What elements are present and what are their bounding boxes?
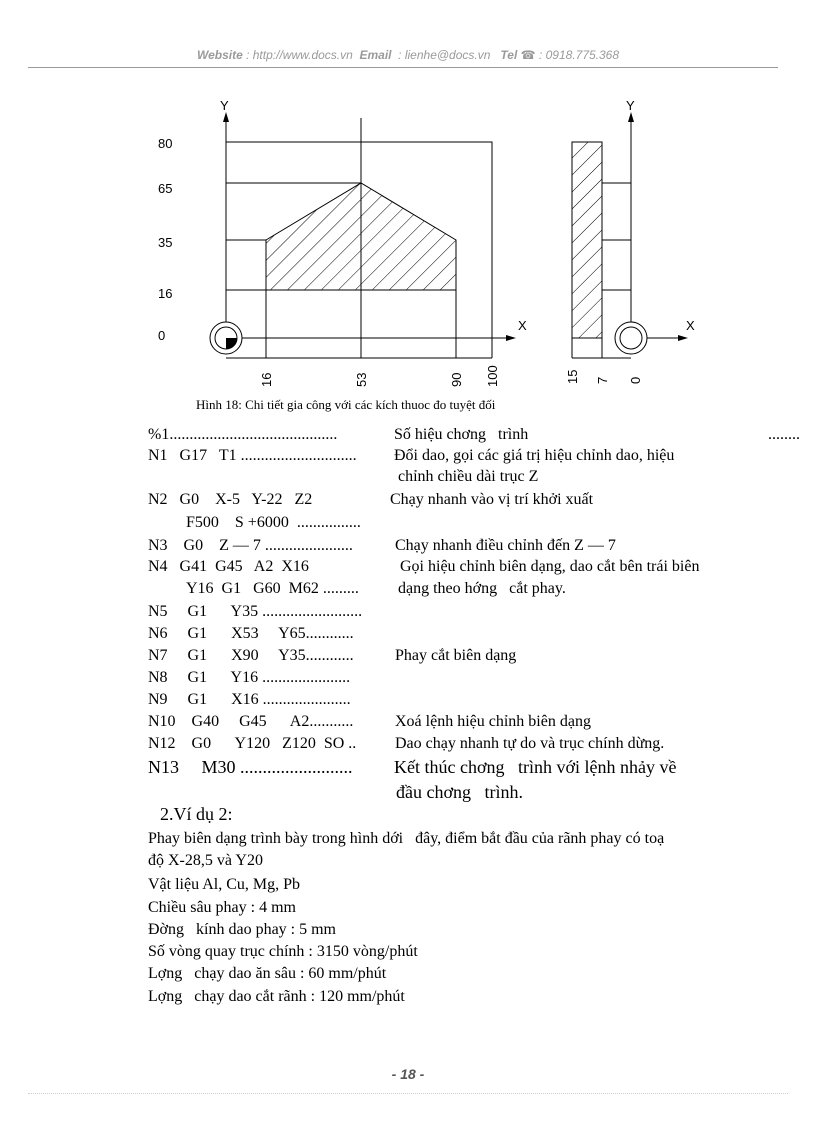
- program-line-12-desc: Dao chạy nhanh tự do và trục chính dừng.: [395, 735, 665, 752]
- program-line-1-extra: ........: [768, 426, 800, 443]
- dots: ......................: [258, 691, 351, 708]
- code: N5 G1 Y35: [148, 603, 259, 620]
- email-value: : lienhe@docs.vn: [398, 48, 491, 62]
- program-line-9-code: [148, 669, 350, 687]
- program-line-2-desc2: chỉnh chiều dài trục Z: [398, 468, 539, 485]
- side-tick-15: 15: [565, 369, 580, 384]
- code: N12 G0 Y120 Z120 SO: [148, 735, 345, 752]
- example-line: Chiều sâu phay : 4 mm: [148, 899, 296, 916]
- footer-rule: [28, 1093, 788, 1094]
- page-header: [0, 48, 816, 62]
- x-tick-16: 16: [259, 372, 274, 387]
- origin-symbol: [210, 322, 242, 354]
- dots: ............: [305, 647, 354, 664]
- dots: ......................: [258, 669, 351, 686]
- code: N8 G1 Y16: [148, 669, 259, 686]
- example-line: Lợng chạy dao ăn sâu : 60 mm/phút: [148, 965, 387, 982]
- side-y-label: Y: [626, 98, 635, 113]
- program-line-8-code: [148, 647, 354, 665]
- program-line-5-code: N4 G41 G45 A2 X16: [148, 558, 309, 575]
- program-line-3-desc: Chạy nhanh vào vị trí khởi xuất: [390, 491, 594, 508]
- side-view: [565, 98, 695, 384]
- side-x-arrow: [678, 335, 688, 341]
- program-line-8-desc: Phay cắt biên dạng: [395, 647, 517, 664]
- tel-value: ☎ : 0918.775.368: [520, 48, 620, 62]
- program-line-2-code: [148, 447, 357, 465]
- x-tick-100: 100: [485, 365, 500, 387]
- dots: .............................: [236, 447, 357, 464]
- tel-label: Tel: [500, 48, 518, 62]
- code: N1 G17 T1: [148, 447, 237, 464]
- program-line-3-code: N2 G0 X-5 Y-22 Z2: [148, 491, 313, 508]
- y-tick-65: 65: [158, 181, 173, 196]
- y-tick-0: 0: [158, 328, 166, 343]
- program-line-11-desc: Xoá lệnh hiệu chỉnh biên dạng: [395, 713, 591, 730]
- program-line-12-code: [148, 735, 356, 753]
- header-rule: [28, 67, 778, 68]
- code: N10 G40 G45 A2: [148, 713, 310, 730]
- example-line: độ X-28,5 và Y20: [148, 852, 263, 869]
- program-line-4-desc: Chạy nhanh điều chỉnh đến Z — 7: [395, 537, 616, 554]
- y-axis-arrow: [223, 112, 229, 122]
- email-label: Email: [359, 48, 392, 62]
- program-line-1-desc: Số hiệu chơng trình: [394, 426, 529, 443]
- code: %1: [148, 426, 170, 443]
- dots: ......................: [260, 537, 353, 554]
- side-tick-7: 7: [595, 376, 610, 384]
- program-line-11-code: [148, 713, 353, 731]
- page-number: - 18 -: [391, 1066, 425, 1082]
- program-line-4-code: [148, 537, 353, 555]
- program-line-13-code: [148, 757, 353, 777]
- code: N3 G0 Z — 7: [148, 537, 261, 554]
- program-line-7-code: [148, 625, 354, 643]
- example-line: Phay biên dạng trình bày trong hình dới đây, điểm bắt đầu của rãnh phay có toạ: [148, 830, 665, 847]
- side-tick-0: 0: [628, 376, 643, 384]
- figure-caption: Hình 18: Chi tiết gia công với các kích thuoc đo tuyệt đối: [196, 397, 496, 412]
- code: N13 M30: [148, 757, 236, 777]
- dots: ............: [305, 625, 354, 642]
- y-axis-label: Y: [220, 98, 229, 113]
- code: N7 G1 X90 Y35: [148, 647, 306, 664]
- y-tick-35: 35: [158, 235, 173, 250]
- side-y-arrow: [628, 112, 634, 122]
- front-view: [158, 98, 527, 387]
- side-section: [572, 142, 602, 338]
- program-line-3-code2: F500 S +6000 ................: [186, 514, 361, 531]
- technical-drawing: [0, 80, 816, 400]
- program-line-5-desc: Gọi hiệu chỉnh biên dạng, dao cắt bên trái biên: [400, 558, 700, 575]
- dots: .........................: [258, 603, 363, 620]
- dots: .........................: [235, 757, 353, 777]
- x-axis-arrow: [506, 335, 516, 341]
- code: N9 G1 X16: [148, 691, 259, 708]
- program-line-13-desc: Kết thúc chơng trình với lệnh nhảy về: [394, 757, 677, 777]
- dots: ..........................................: [169, 426, 338, 443]
- website-url: : http://www.docs.vn: [246, 48, 353, 62]
- program-line-5-desc2: dạng theo hớng cắt phay.: [398, 580, 566, 597]
- y-tick-80: 80: [158, 136, 173, 151]
- x-tick-90: 90: [449, 372, 464, 387]
- program-line-5-code2: Y16 G1 G60 M62 .........: [186, 580, 359, 597]
- program-line-10-code: [148, 691, 351, 709]
- example-line: Vật liệu Al, Cu, Mg, Pb: [148, 876, 301, 893]
- example-line: Lợng chạy dao cắt rãnh : 120 mm/phút: [148, 988, 405, 1005]
- y-tick-16: 16: [158, 286, 173, 301]
- program-line-2-desc: Đổi dao, gọi các giá trị hiệu chỉnh dao, hiệu: [394, 447, 675, 464]
- dots: ...........: [309, 713, 354, 730]
- dots: ..: [344, 735, 357, 752]
- example-line: Số vòng quay trục chính : 3150 vòng/phút: [148, 943, 418, 960]
- example-line: Đờng kính dao phay : 5 mm: [148, 921, 336, 938]
- program-line-1-code: [148, 426, 337, 444]
- x-tick-53: 53: [354, 372, 369, 387]
- x-axis-label: X: [518, 318, 527, 333]
- side-x-label: X: [686, 318, 695, 333]
- code: N6 G1 X53 Y65: [148, 625, 306, 642]
- program-line-13-desc2: đầu chơng trình.: [396, 782, 523, 802]
- side-origin-symbol: [615, 322, 647, 354]
- program-line-6-code: [148, 603, 362, 621]
- example-heading: 2.Ví dụ 2:: [160, 804, 233, 824]
- website-label: Website: [196, 48, 243, 62]
